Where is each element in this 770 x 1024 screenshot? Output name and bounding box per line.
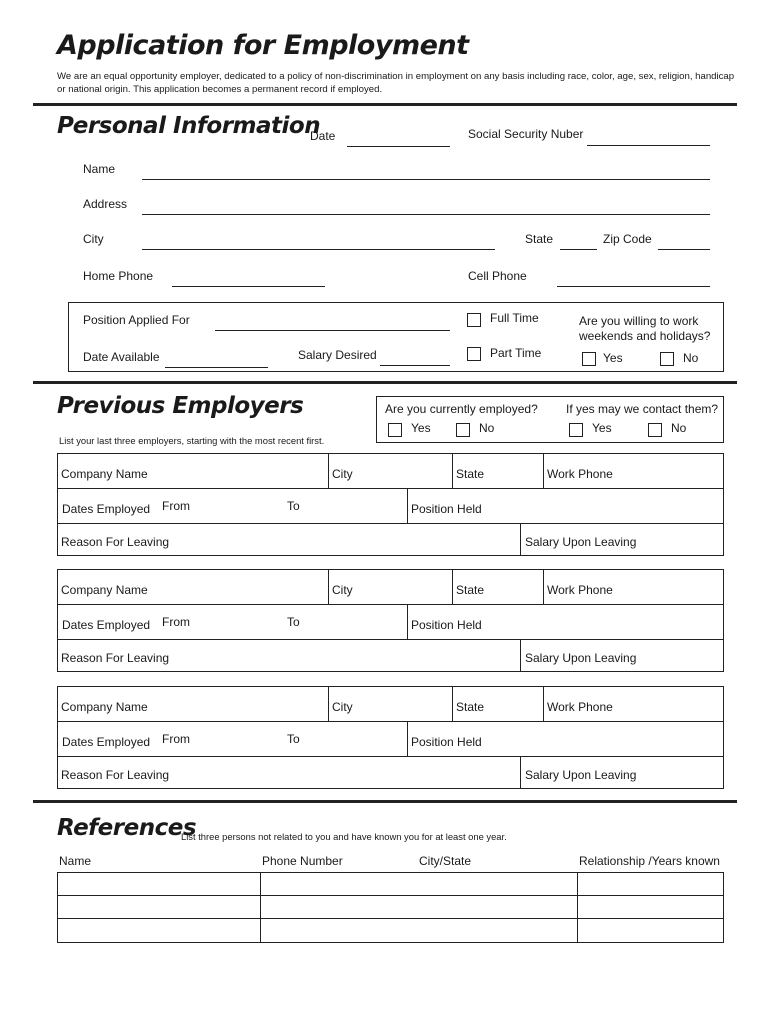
to-field[interactable]: To — [287, 615, 300, 629]
from-field[interactable]: From — [162, 615, 190, 629]
currently-employed-question: Are you currently employed? — [385, 402, 538, 416]
name-label: Name — [83, 162, 116, 176]
ref-2-name-field[interactable] — [58, 896, 259, 917]
contact-question: If yes may we contact them? — [566, 402, 719, 416]
from-field[interactable]: From — [162, 732, 190, 746]
date-available-label: Date Available — [83, 350, 160, 364]
col-divider — [520, 756, 521, 789]
weekends-no-label: No — [683, 351, 699, 365]
col-divider — [452, 686, 453, 721]
ssn-label: Social Security Nuber — [468, 127, 584, 141]
col-divider — [543, 453, 544, 488]
divider — [33, 381, 737, 384]
ref-3-relationship-field[interactable] — [578, 919, 723, 942]
currently-yes-label: Yes — [411, 421, 431, 435]
part-time-label: Part Time — [490, 346, 542, 360]
col-divider — [520, 523, 521, 556]
company-name-cell[interactable]: Company Name — [61, 583, 148, 597]
row-divider — [57, 639, 724, 640]
references-heading: References — [57, 815, 197, 841]
col-divider — [328, 453, 329, 488]
contact-yes-label: Yes — [592, 421, 612, 435]
work-phone-cell[interactable]: Work Phone — [547, 583, 613, 597]
work-phone-cell[interactable]: Work Phone — [547, 467, 613, 481]
dates-employed-cell: Dates Employed — [62, 502, 151, 516]
ref-col-city-state: City/State — [419, 854, 472, 868]
zip-field[interactable] — [658, 249, 710, 250]
salary-desired-field[interactable] — [380, 365, 450, 366]
col-divider — [543, 686, 544, 721]
zip-label: Zip Code — [603, 232, 652, 246]
ref-col-phone: Phone Number — [262, 854, 343, 868]
row-divider — [57, 756, 724, 757]
name-field[interactable] — [142, 179, 710, 180]
dates-employed-cell: Dates Employed — [62, 618, 151, 632]
home-phone-field[interactable] — [172, 286, 325, 287]
position-label: Position Applied For — [83, 313, 190, 327]
col-divider — [407, 488, 408, 523]
dates-employed-cell: Dates Employed — [62, 735, 151, 749]
salary-desired-label: Salary Desired — [298, 348, 377, 362]
salary-leaving-cell[interactable]: Salary Upon Leaving — [525, 535, 637, 549]
address-label: Address — [83, 197, 128, 211]
col-divider — [328, 569, 329, 604]
ref-col-name: Name — [59, 854, 92, 868]
ref-col-relationship: Relationship /Years known — [579, 854, 720, 868]
position-held-cell[interactable]: Position Held — [411, 618, 482, 632]
divider — [33, 103, 737, 106]
col-divider — [407, 604, 408, 639]
col-divider — [407, 721, 408, 756]
col-divider — [520, 639, 521, 672]
to-field[interactable]: To — [287, 499, 300, 513]
col-divider — [452, 569, 453, 604]
city-cell[interactable]: City — [332, 467, 353, 481]
references-subtitle: List three persons not related to you and have known you for at least one year. — [181, 831, 507, 842]
page-title: Application for Employment — [57, 30, 469, 61]
company-name-cell[interactable]: Company Name — [61, 467, 148, 481]
date-field[interactable] — [347, 146, 450, 147]
from-field[interactable]: From — [162, 499, 190, 513]
col-divider — [328, 686, 329, 721]
employer-block-1 — [0, 453, 770, 557]
date-label: Date — [310, 129, 336, 143]
weekends-yes-checkbox[interactable] — [582, 352, 596, 366]
employer-block-2 — [0, 569, 770, 673]
full-time-checkbox[interactable] — [467, 313, 481, 327]
col-divider — [452, 453, 453, 488]
city-cell[interactable]: City — [332, 583, 353, 597]
reason-leaving-cell[interactable]: Reason For Leaving — [61, 768, 170, 782]
cell-phone-field[interactable] — [557, 286, 710, 287]
ref-2-relationship-field[interactable] — [578, 896, 723, 917]
intro-text: We are an equal opportunity employer, dedicated to a policy of non-discrimination in employment on any basis including race, color, age, sex, religion, handicap or national origin. This application becomes a permanent record if employed. — [57, 71, 735, 95]
to-field[interactable]: To — [287, 732, 300, 746]
currently-no-checkbox[interactable] — [456, 423, 470, 437]
cell-phone-label: Cell Phone — [468, 269, 527, 283]
position-held-cell[interactable]: Position Held — [411, 502, 482, 516]
ref-1-name-field[interactable] — [58, 873, 259, 894]
previous-heading: Previous Employers — [57, 393, 304, 419]
company-name-cell[interactable]: Company Name — [61, 700, 148, 714]
divider — [33, 800, 737, 803]
weekends-question: Are you willing to work weekends and holidays? — [579, 314, 711, 343]
salary-leaving-cell[interactable]: Salary Upon Leaving — [525, 768, 637, 782]
address-field[interactable] — [142, 214, 710, 215]
state-field[interactable] — [560, 249, 597, 250]
previous-instruction: List your last three employers, starting with the most recent first. — [59, 435, 325, 446]
weekends-no-checkbox[interactable] — [660, 352, 674, 366]
city-field[interactable] — [142, 249, 495, 250]
contact-no-label: No — [671, 421, 687, 435]
row-divider — [57, 604, 724, 605]
position-held-cell[interactable]: Position Held — [411, 735, 482, 749]
city-cell[interactable]: City — [332, 700, 353, 714]
personal-heading: Personal Information — [57, 113, 321, 139]
state-label: State — [525, 232, 554, 246]
contact-no-checkbox[interactable] — [648, 423, 662, 437]
ref-3-name-field[interactable] — [58, 919, 259, 942]
employer-block-3 — [0, 686, 770, 790]
part-time-checkbox[interactable] — [467, 347, 481, 361]
ssn-field[interactable] — [587, 145, 710, 146]
reason-leaving-cell[interactable]: Reason For Leaving — [61, 535, 170, 549]
ref-3-contact-field[interactable] — [261, 919, 576, 942]
row-divider — [57, 488, 724, 489]
state-cell[interactable]: State — [456, 583, 485, 597]
date-available-field[interactable] — [165, 367, 268, 368]
work-phone-cell[interactable]: Work Phone — [547, 700, 613, 714]
salary-leaving-cell[interactable]: Salary Upon Leaving — [525, 651, 637, 665]
state-cell[interactable]: State — [456, 467, 485, 481]
col-divider — [543, 569, 544, 604]
reason-leaving-cell[interactable]: Reason For Leaving — [61, 651, 170, 665]
row-divider — [57, 721, 724, 722]
currently-no-label: No — [479, 421, 495, 435]
ref-1-relationship-field[interactable] — [578, 873, 723, 894]
contact-yes-checkbox[interactable] — [569, 423, 583, 437]
row-divider — [57, 523, 724, 524]
city-label: City — [83, 232, 104, 246]
full-time-label: Full Time — [490, 311, 539, 325]
ref-1-contact-field[interactable] — [261, 873, 576, 894]
weekends-yes-label: Yes — [603, 351, 623, 365]
state-cell[interactable]: State — [456, 700, 485, 714]
ref-2-contact-field[interactable] — [261, 896, 576, 917]
position-field[interactable] — [215, 330, 450, 331]
currently-yes-checkbox[interactable] — [388, 423, 402, 437]
home-phone-label: Home Phone — [83, 269, 154, 283]
